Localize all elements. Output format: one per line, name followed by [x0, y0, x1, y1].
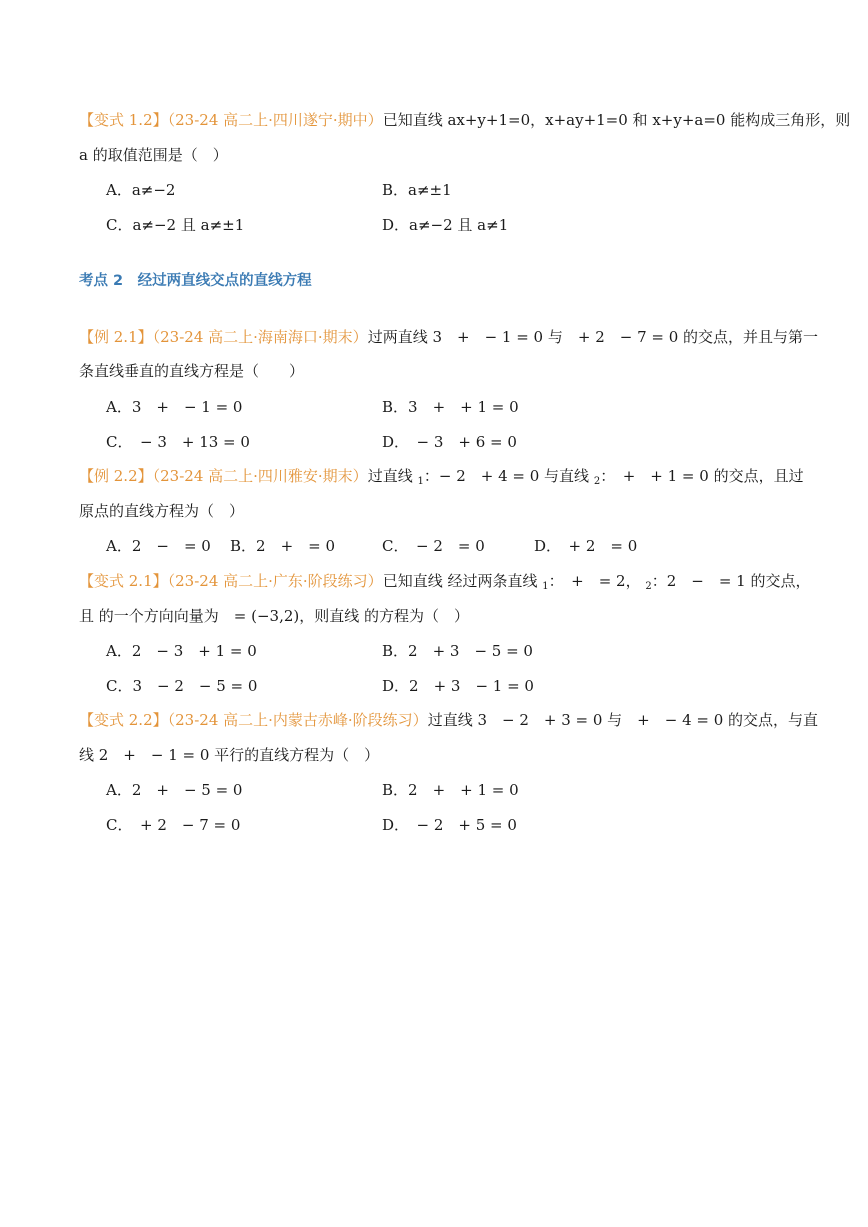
option-c: C． − 2 = 0 — [382, 537, 485, 555]
question-source: （23-24 高二上·广东·阶段练习） — [167, 572, 383, 590]
option-c: C．a≠−2 且 a≠±1 — [106, 216, 245, 234]
question-stem-a: 已知直线 经过两条直线 — [382, 572, 538, 590]
option-a: A．2 − = 0 — [106, 537, 211, 555]
option-d: D．2 + 3 − 1 = 0 — [382, 677, 534, 695]
subscript-2: 2 — [593, 476, 601, 487]
option-a: A．2 − 3 + 1 = 0 — [106, 642, 257, 660]
question-tag: 【变式 2.2】 — [79, 711, 168, 729]
subscript-1: 1 — [417, 476, 424, 487]
question-source: （23-24 高二上·四川雅安·期末） — [152, 467, 368, 485]
option-b: B．2 + 3 − 5 = 0 — [382, 642, 533, 660]
question-e21-line2: 条直线垂直的直线方程是（ ） — [79, 362, 305, 380]
option-a: A．2 + − 5 = 0 — [106, 781, 243, 799]
option-d: D． − 3 + 6 = 0 — [382, 433, 517, 451]
question-stem-b: ： + = 2， — [548, 572, 641, 590]
subscript-2: 2 — [645, 581, 652, 592]
section-heading: 考点 2 经过两直线交点的直线方程 — [79, 273, 312, 289]
option-b: B．2 + = 0 — [230, 537, 336, 555]
option-d: D． + 2 = 0 — [534, 537, 638, 555]
option-b: B．2 + + 1 = 0 — [382, 781, 519, 799]
option-c: C．3 − 2 − 5 = 0 — [106, 677, 258, 695]
question-tag: 【变式 1.2】 — [79, 111, 168, 129]
question-v21-line1 — [79, 571, 811, 597]
question-stem-c: ：2 − = 1 的交点， — [651, 572, 811, 590]
question-source: （23-24 高二上·内蒙古赤峰·阶段练习） — [167, 711, 428, 729]
question-v22-line1 — [79, 710, 818, 730]
question-tag: 【变式 2.1】 — [79, 572, 168, 590]
question-stem: 过直线 3 − 2 + 3 = 0 与 + − 4 = 0 的交点，与直 — [427, 711, 819, 729]
question-v12-line2: a 的取值范围是（ ） — [79, 146, 228, 164]
question-source: （23-24 高二上·海南海口·期末） — [152, 328, 368, 346]
question-source: （23-24 高二上·四川遂宁·期中） — [167, 111, 383, 129]
question-stem-a: 过直线 — [367, 467, 413, 485]
question-e22-line1 — [79, 466, 804, 492]
question-stem-b: ：− 2 + 4 = 0 与直线 — [423, 467, 590, 485]
question-stem: 过两直线 3 + − 1 = 0 与 + 2 − 7 = 0 的交点，并且与第一 — [367, 328, 819, 346]
option-b: B．3 + + 1 = 0 — [382, 398, 519, 416]
question-e21-line1 — [79, 327, 818, 347]
option-a: A．a≠−2 — [106, 181, 176, 199]
question-v12-line1 — [79, 110, 850, 130]
question-v21-line2: 且 的一个方向向量为 = (−3,2)，则直线 的方程为（ ） — [79, 607, 470, 625]
option-a: A．3 + − 1 = 0 — [106, 398, 243, 416]
question-e22-line2: 原点的直线方程为（ ） — [79, 502, 245, 520]
option-c: C． − 3 + 13 = 0 — [106, 433, 250, 451]
subscript-1: 1 — [542, 581, 549, 592]
question-stem-c: ： + + 1 = 0 的交点，且过 — [600, 467, 804, 485]
option-c: C． + 2 − 7 = 0 — [106, 816, 241, 834]
question-tag: 【例 2.1】 — [79, 328, 153, 346]
question-tag: 【例 2.2】 — [79, 467, 153, 485]
option-d: D． − 2 + 5 = 0 — [382, 816, 517, 834]
question-v22-line2: 线 2 + − 1 = 0 平行的直线方程为（ ） — [79, 746, 380, 764]
option-d: D．a≠−2 且 a≠1 — [382, 216, 509, 234]
question-stem: 已知直线 ax+y+1=0，x+ay+1=0 和 x+y+a=0 能构成三角形，则 — [382, 111, 851, 129]
option-b: B．a≠±1 — [382, 181, 452, 199]
